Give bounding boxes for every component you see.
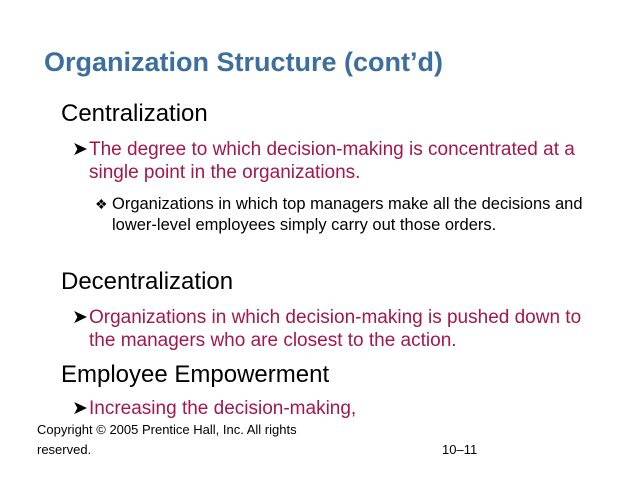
- centralization-subpoint-text: Organizations in which top managers make all the decisions and lower-level employees simply carry out those orders.: [112, 195, 583, 234]
- arrow-bullet-icon: ➤: [72, 307, 88, 328]
- decentralization-definition-text: Organizations in which decision-making is pushed down to the managers who are closest to the action.: [89, 307, 582, 351]
- centralization-subpoint: [95, 194, 585, 236]
- page-number: 10–11: [442, 442, 478, 457]
- diamond-bullet-icon: ❖: [95, 196, 108, 212]
- slide-title: Organization Structure (cont’d): [44, 47, 444, 77]
- empowerment-definition: [72, 397, 592, 420]
- centralization-definition-text: The degree to which decision-making is concentrated at a single point in the organizations.: [89, 139, 575, 183]
- copyright-footer: Copyright © 2005 Prentice Hall, Inc. All rights reserved.: [37, 422, 297, 457]
- bullet-empowerment: Employee Empowerment: [61, 361, 330, 388]
- decentralization-definition: [72, 306, 592, 352]
- bullet-centralization: Centralization: [61, 100, 208, 127]
- empowerment-definition-text: Increasing the decision-making,: [89, 398, 357, 419]
- centralization-definition: [72, 138, 592, 184]
- arrow-bullet-icon: ➤: [72, 139, 88, 160]
- bullet-decentralization: Decentralization: [61, 268, 234, 295]
- arrow-bullet-icon: ➤: [72, 398, 88, 419]
